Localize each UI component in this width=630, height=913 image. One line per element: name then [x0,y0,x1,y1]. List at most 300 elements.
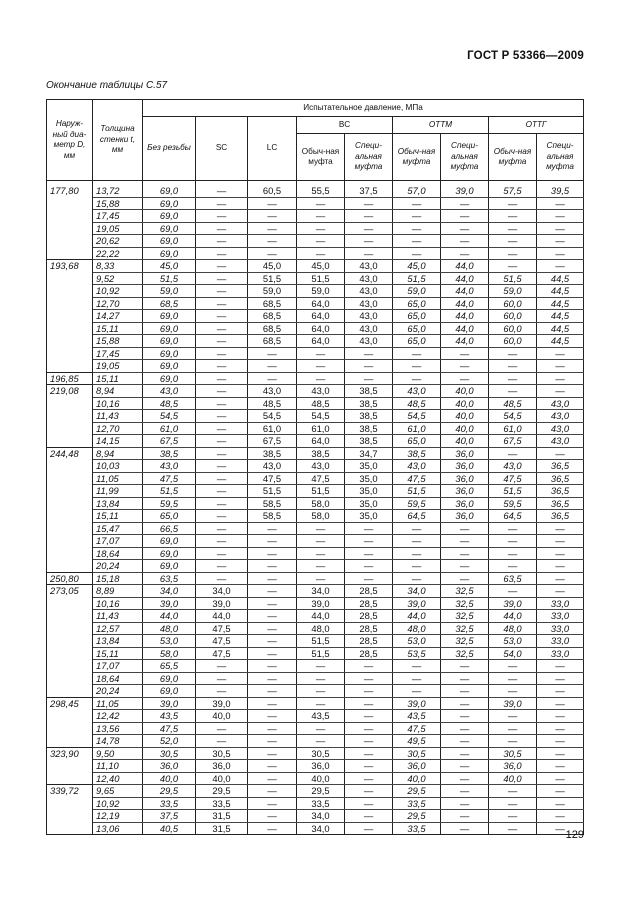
pressure-cell: — [489,685,537,698]
table-row [47,510,584,523]
diameter-cell [47,210,93,223]
pressure-cell: — [196,285,248,298]
pressure-cell: 60,0 [489,322,537,335]
pressure-cell: — [393,360,441,373]
diameter-cell [47,735,93,748]
pressure-cell: 51,5 [393,485,441,498]
pressure-cell: 44,0 [441,272,489,285]
pressure-cell: 43,0 [345,272,393,285]
pressure-cell: 33,5 [196,797,248,810]
pressure-cell: 48,5 [297,397,345,410]
pressure-cell: 61,0 [489,422,537,435]
pressure-cell: 65,5 [143,660,196,673]
pressure-cell: — [196,560,248,573]
pressure-cell: — [441,822,489,835]
thickness-cell: 14,15 [93,435,143,448]
header-ottm-special: Специ-альная муфта [441,134,489,181]
pressure-cell: 30,5 [196,747,248,760]
pressure-cell: — [537,760,584,773]
table-row [47,422,584,435]
pressure-cell: — [393,210,441,223]
pressure-cell: — [537,685,584,698]
pressure-cell: 47,5 [248,472,297,485]
diameter-cell [47,335,93,348]
header-bc: BC [297,117,393,134]
pressure-cell: — [297,672,345,685]
table-row [47,447,584,460]
pressure-cell: — [489,797,537,810]
pressure-cell: — [196,547,248,560]
pressure-cell: 69,0 [143,322,196,335]
table-row [47,335,584,348]
pressure-cell: — [537,722,584,735]
pressure-cell: — [441,560,489,573]
diameter-cell [47,472,93,485]
pressure-cell: 51,5 [248,272,297,285]
pressure-cell: — [196,460,248,473]
pressure-cell: 36,5 [537,460,584,473]
pressure-cell: 48,5 [489,397,537,410]
pressure-cell: 54,5 [143,410,196,423]
pressure-cell: — [393,347,441,360]
pressure-cell: — [196,485,248,498]
pressure-cell: 44,0 [393,610,441,623]
table-row [47,797,584,810]
table-row [47,822,584,835]
pressure-cell: 43,0 [143,460,196,473]
pressure-cell: 59,0 [297,285,345,298]
pressure-cell: — [248,585,297,598]
pressure-cell: — [196,347,248,360]
pressure-cell: 44,0 [143,610,196,623]
pressure-cell: — [345,235,393,248]
pressure-cell: 63,5 [143,572,196,585]
pressure-cell: — [248,735,297,748]
pressure-cell: — [297,210,345,223]
pressure-cell: 31,5 [196,822,248,835]
pressure-cell: 48,0 [143,622,196,635]
pressure-cell: — [345,197,393,210]
pressure-cell: 39,0 [143,697,196,710]
pressure-cell: — [196,272,248,285]
pressure-cell: — [297,697,345,710]
pressure-cell: 65,0 [393,310,441,323]
pressure-cell: 28,5 [345,610,393,623]
pressure-cell: 69,0 [143,535,196,548]
pressure-cell: 53,0 [489,635,537,648]
pressure-cell: 39,0 [143,597,196,610]
thickness-cell: 14,78 [93,735,143,748]
pressure-cell: 40,0 [143,772,196,785]
thickness-cell: 11,05 [93,697,143,710]
pressure-cell: 43,5 [143,710,196,723]
pressure-cell: — [345,697,393,710]
pressure-cell: — [441,772,489,785]
table-row [47,285,584,298]
table-row [47,547,584,560]
pressure-cell: — [196,335,248,348]
pressure-cell: 67,5 [489,435,537,448]
pressure-cell: — [441,697,489,710]
thickness-cell: 12,57 [93,622,143,635]
pressure-cell: 51,5 [297,635,345,648]
pressure-cell: 40,0 [441,435,489,448]
pressure-cell: — [196,197,248,210]
table-row [47,497,584,510]
pressure-cell: — [489,810,537,823]
pressure-cell: 60,0 [489,335,537,348]
pressure-cell: 36,0 [441,510,489,523]
table-row [47,347,584,360]
pressure-cell: 58,0 [297,497,345,510]
thickness-cell: 13,06 [93,822,143,835]
pressure-cell: — [248,797,297,810]
pressure-cell: 36,0 [441,472,489,485]
pressure-cell: 40,0 [441,410,489,423]
diameter-cell [47,310,93,323]
pressure-cell: — [441,722,489,735]
pressure-cell: 32,5 [441,622,489,635]
pressure-cell: 44,5 [537,322,584,335]
pressure-cell: 64,0 [297,297,345,310]
pressure-cell: — [489,585,537,598]
diameter-cell [47,822,93,835]
pressure-cell: 45,0 [297,260,345,273]
thickness-cell: 18,64 [93,547,143,560]
pressure-cell: — [297,235,345,248]
pressure-cell: — [345,347,393,360]
pressure-cell: 29,5 [393,785,441,798]
diameter-cell [47,360,93,373]
table-row [47,372,584,385]
pressure-cell: — [248,572,297,585]
pressure-cell: 32,5 [441,610,489,623]
diameter-cell [47,810,93,823]
pressure-cell: — [345,372,393,385]
pressure-cell: — [441,785,489,798]
pressure-cell: — [297,360,345,373]
pressure-cell: — [537,810,584,823]
header-bc-special: Специ-альная муфта [345,134,393,181]
pressure-cell: 65,0 [393,335,441,348]
pressure-cell: 28,5 [345,622,393,635]
pressure-cell: 36,0 [489,760,537,773]
table-caption: Окончание таблицы С.57 [46,80,168,91]
header-ottg-regular: Обыч-ная муфта [489,134,537,181]
pressure-cell: 43,0 [537,435,584,448]
standard-number: ГОСТ Р 53366—2009 [467,50,584,62]
pressure-cell: 68,5 [248,335,297,348]
pressure-cell: — [537,660,584,673]
pressure-cell: 58,5 [248,497,297,510]
pressure-cell: 43,0 [248,460,297,473]
table-row [47,410,584,423]
diameter-cell [47,435,93,448]
pressure-cell: 44,5 [537,310,584,323]
pressure-cell: 48,5 [393,397,441,410]
header-ottm: ОТТМ [393,117,489,134]
pressure-cell: 68,5 [248,297,297,310]
pressure-cell: — [297,685,345,698]
thickness-cell: 19,05 [93,360,143,373]
diameter-cell [47,660,93,673]
table-row [47,472,584,485]
pressure-cell: — [393,372,441,385]
thickness-cell: 10,03 [93,460,143,473]
table-row [47,322,584,335]
pressure-cell: — [441,197,489,210]
pressure-cell: 59,0 [393,285,441,298]
pressure-cell: — [196,247,248,260]
pressure-cell: — [248,660,297,673]
pressure-cell: 30,5 [393,747,441,760]
pressure-cell: 38,5 [345,435,393,448]
thickness-cell: 15,88 [93,335,143,348]
pressure-cell: 43,0 [248,385,297,398]
table-row [47,235,584,248]
pressure-cell: — [489,522,537,535]
table-row [47,435,584,448]
diameter-cell [47,322,93,335]
pressure-cell: 33,5 [393,822,441,835]
thickness-cell: 15,11 [93,510,143,523]
pressure-cell: 51,5 [393,272,441,285]
pressure-cell: — [537,697,584,710]
pressure-cell: 51,5 [248,485,297,498]
pressure-cell: 69,0 [143,360,196,373]
pressure-cell: 69,0 [143,210,196,223]
thickness-cell: 8,33 [93,260,143,273]
pressure-cell: 32,5 [441,585,489,598]
thickness-cell: 8,94 [93,385,143,398]
table-row [47,560,584,573]
pressure-cell: 58,0 [143,647,196,660]
pressure-cell: — [393,672,441,685]
pressure-cell: — [441,247,489,260]
pressure-cell: — [489,347,537,360]
pressure-cell: — [297,572,345,585]
pressure-cell: — [489,235,537,248]
pressure-cell: — [441,347,489,360]
pressure-cell: 64,0 [297,435,345,448]
pressure-cell: 51,5 [297,647,345,660]
pressure-cell: 54,0 [489,647,537,660]
pressure-cell: — [196,385,248,398]
page-number: 129 [565,829,584,841]
pressure-cell: 29,5 [297,785,345,798]
pressure-cell: — [537,547,584,560]
pressure-cell: — [537,247,584,260]
pressure-cell: — [248,347,297,360]
diameter-cell [47,535,93,548]
diameter-cell: 177,80 [47,185,93,197]
diameter-cell [47,285,93,298]
pressure-cell: 43,0 [345,260,393,273]
pressure-cell: 29,5 [143,785,196,798]
table-row [47,672,584,685]
table-row [47,772,584,785]
pressure-cell: 69,0 [143,547,196,560]
pressure-cell: 58,5 [248,510,297,523]
pressure-cell: 54,5 [489,410,537,423]
thickness-cell: 10,92 [93,797,143,810]
pressure-cell: 59,5 [393,497,441,510]
table-row [47,260,584,273]
pressure-cell: — [537,735,584,748]
pressure-cell: 39,5 [537,185,584,197]
pressure-cell: — [196,372,248,385]
pressure-cell: 38,5 [297,447,345,460]
thickness-cell: 15,18 [93,572,143,585]
pressure-cell: 44,0 [441,260,489,273]
pressure-cell: — [489,210,537,223]
header-sc: SC [196,117,248,181]
diameter-cell: 273,05 [47,585,93,598]
pressure-cell: 59,0 [143,285,196,298]
table-row [47,185,584,197]
pressure-cell: — [393,572,441,585]
pressure-cell: 43,0 [345,310,393,323]
pressure-cell: 54,5 [248,410,297,423]
pressure-cell: — [345,247,393,260]
diameter-cell [47,647,93,660]
pressure-cell: 47,5 [297,472,345,485]
pressure-cell: 59,0 [489,285,537,298]
table-row [47,535,584,548]
pressure-cell: — [537,197,584,210]
pressure-cell: 59,5 [143,497,196,510]
pressure-cell: — [248,772,297,785]
pressure-cell: 54,5 [393,410,441,423]
pressure-cell: — [393,522,441,535]
pressure-cell: — [393,685,441,698]
pressure-cell: — [196,722,248,735]
pressure-cell: — [297,522,345,535]
diameter-cell [47,685,93,698]
pressure-cell: — [297,222,345,235]
thickness-cell: 8,89 [93,585,143,598]
pressure-cell: 69,0 [143,310,196,323]
table-row [47,247,584,260]
thickness-cell: 12,42 [93,710,143,723]
pressure-cell: 61,0 [248,422,297,435]
pressure-cell: 37,5 [143,810,196,823]
pressure-cell: 55,5 [297,185,345,197]
pressure-cell: — [441,522,489,535]
pressure-cell: 59,5 [489,497,537,510]
pressure-cell: 54,5 [297,410,345,423]
pressure-cell: 51,5 [297,272,345,285]
pressure-cell: — [248,547,297,560]
pressure-cell: 48,0 [489,622,537,635]
thickness-cell: 15,47 [93,522,143,535]
pressure-cell: 30,5 [297,747,345,760]
pressure-cell: 34,0 [297,585,345,598]
pressure-cell: — [248,235,297,248]
pressure-cell: — [537,585,584,598]
pressure-cell: 33,5 [297,797,345,810]
pressure-cell: 67,5 [143,435,196,448]
pressure-cell: — [196,260,248,273]
pressure-cell: 33,5 [393,797,441,810]
pressure-cell: 69,0 [143,372,196,385]
pressure-cell: 69,0 [143,235,196,248]
pressure-cell: — [441,572,489,585]
table-row [47,785,584,798]
pressure-cell: — [537,372,584,385]
pressure-cell: 36,0 [143,760,196,773]
thickness-cell: 20,62 [93,235,143,248]
pressure-cell: 35,0 [345,497,393,510]
diameter-cell [47,460,93,473]
thickness-cell: 18,64 [93,672,143,685]
header-ottg-special: Специ-альная муфта [537,134,584,181]
pressure-cell: — [441,710,489,723]
pressure-cell: 44,0 [441,285,489,298]
pressure-cell: — [196,410,248,423]
thickness-cell: 13,84 [93,497,143,510]
pressure-cell: 60,5 [248,185,297,197]
pressure-cell: — [248,622,297,635]
pressure-cell: 35,0 [345,485,393,498]
pressure-cell: 61,0 [297,422,345,435]
pressure-cell: 35,0 [345,510,393,523]
pressure-cell: 61,0 [143,422,196,435]
table-row [47,735,584,748]
diameter-cell [47,760,93,773]
pressure-cell: 31,5 [196,810,248,823]
thickness-cell: 20,24 [93,685,143,698]
thickness-cell: 10,16 [93,597,143,610]
pressure-cell: 40,0 [441,422,489,435]
diameter-cell: 196,85 [47,372,93,385]
pressure-cell: 40,0 [196,772,248,785]
table-row [47,385,584,398]
pressure-cell: 29,5 [393,810,441,823]
diameter-cell: 339,72 [47,785,93,798]
header-thickness: Толщина стенки t, мм [93,100,143,181]
pressure-cell: — [537,785,584,798]
diameter-cell [47,622,93,635]
pressure-cell: — [441,735,489,748]
pressure-cell: — [345,735,393,748]
pressure-cell: — [537,260,584,273]
pressure-cell: 34,0 [393,585,441,598]
pressure-cell: — [489,222,537,235]
pressure-cell: — [345,560,393,573]
diameter-cell [47,272,93,285]
pressure-cell: — [196,310,248,323]
pressure-cell: 44,5 [537,272,584,285]
pressure-cell: — [537,822,584,835]
pressure-cell: — [196,210,248,223]
pressure-cell: 36,5 [537,472,584,485]
header-ottm-regular: Обыч-ная муфта [393,134,441,181]
thickness-cell: 15,11 [93,322,143,335]
pressure-cell: 39,0 [489,697,537,710]
pressure-cell: — [248,822,297,835]
pressure-cell: — [393,547,441,560]
pressure-cell: — [441,672,489,685]
pressure-cell: 28,5 [345,597,393,610]
pressure-cell: 45,0 [143,260,196,273]
pressure-cell: — [489,360,537,373]
pressure-cell: — [393,247,441,260]
pressure-cell: — [248,672,297,685]
pressure-cell: — [537,797,584,810]
table-row [47,660,584,673]
table-row [47,197,584,210]
